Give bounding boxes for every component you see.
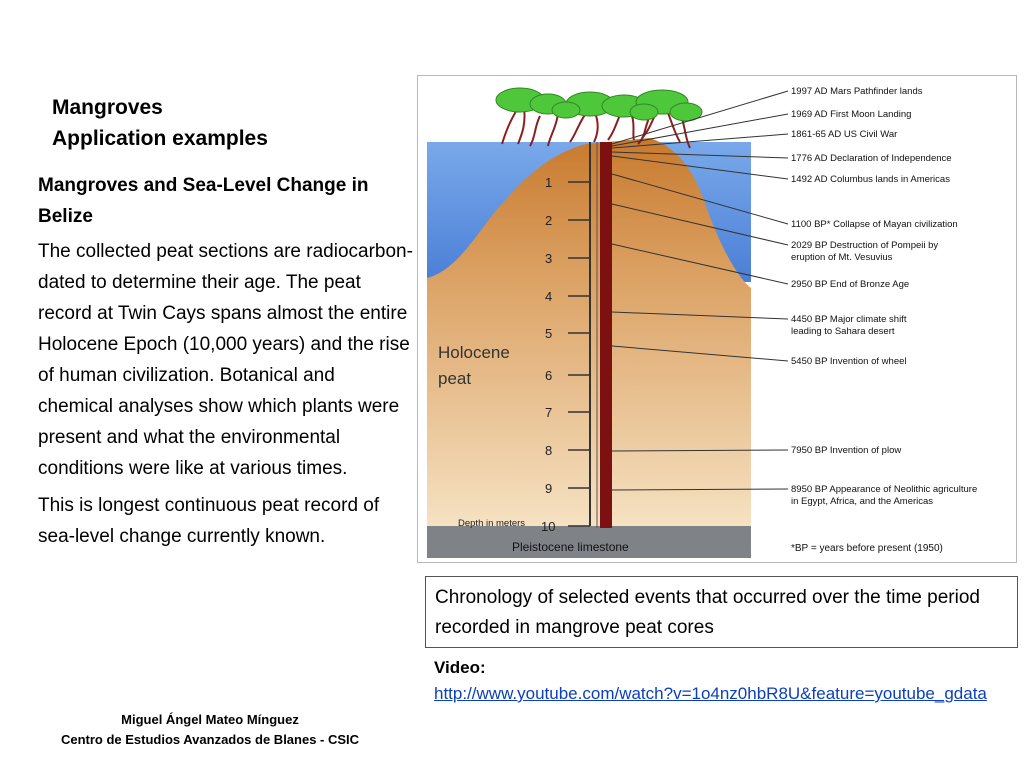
event-label-continued: leading to Sahara desert [791, 326, 895, 337]
depth-tick-label: 9 [545, 481, 553, 496]
author-name: Miguel Ángel Mateo Mínguez [121, 712, 299, 727]
institution-name: Centro de Estudios Avanzados de Blanes - CSIC [60, 732, 360, 747]
title-line-1: Mangroves [52, 96, 163, 119]
video-section [434, 655, 1024, 707]
section-subtitle: Mangroves and Sea-Level Change in Belize [38, 175, 369, 227]
depth-tick-label: 1 [545, 175, 553, 190]
event-label: 1776 AD Declaration of Independence [791, 153, 952, 164]
paragraph-1: The collected peat sections are radiocarbon-dated to determine their age. The peat record at Twin Cays spans almost the entire Holocene Epoch (10,000 years) and the rise of human civilization. Botanical and chemical analyses show which plants were present and what the environmental conditions were like at various times. [38, 241, 413, 479]
depth-label: Depth in meters [458, 518, 526, 529]
depth-tick-label: 10 [541, 519, 556, 534]
event-label: 1997 AD Mars Pathfinder lands [791, 86, 923, 97]
depth-tick-label: 8 [545, 443, 553, 458]
holocene-label-line-1: Holocene [438, 343, 510, 362]
depth-tick-label: 3 [545, 251, 553, 266]
event-label: 2950 BP End of Bronze Age [791, 279, 910, 290]
figure-caption: Chronology of selected events that occurred over the time period recorded in mangrove peat cores [425, 576, 1018, 648]
depth-tick-label: 7 [545, 405, 553, 420]
holocene-label-line-2: peat [438, 369, 472, 388]
mangrove-canopy [496, 88, 702, 148]
limestone-label: Pleistocene limestone [512, 540, 629, 554]
event-label-continued: eruption of Mt. Vesuvius [791, 252, 893, 263]
slide-title [52, 92, 268, 154]
event-label: 2029 BP Destruction of Pompeii by [791, 240, 939, 251]
event-label-continued: in Egypt, Africa, and the Americas [791, 496, 934, 507]
depth-tick-label: 2 [545, 213, 553, 228]
event-label: 1100 BP* Collapse of Mayan civilization [791, 219, 958, 230]
peat-core-figure [417, 75, 1017, 563]
event-label: 1861-65 AD US Civil War [791, 129, 898, 140]
peat-core-diagram [418, 76, 1016, 562]
mangrove-leaves [496, 88, 702, 121]
video-link[interactable]: http://www.youtube.com/watch?v=1o4nz0hbR8U&feature=youtube_gdata [434, 684, 987, 703]
event-label: 5450 BP Invention of wheel [791, 356, 907, 367]
bp-footnote: *BP = years before present (1950) [791, 543, 943, 554]
video-label: Video: [434, 658, 486, 677]
title-line-2: Application examples [52, 127, 268, 150]
body-text [38, 170, 413, 558]
paragraph-2: This is longest continuous peat record of sea-level change currently known. [38, 495, 380, 547]
peat-core-sample [600, 142, 612, 528]
depth-tick-label: 6 [545, 368, 553, 383]
event-label: 7950 BP Invention of plow [791, 445, 902, 456]
event-label: 1492 AD Columbus lands in Americas [791, 174, 950, 185]
event-label: 4450 BP Major climate shift [791, 314, 907, 325]
depth-tick-label: 5 [545, 326, 553, 341]
credits [20, 710, 400, 750]
event-label: 1969 AD First Moon Landing [791, 109, 912, 120]
event-label: 8950 BP Appearance of Neolithic agriculture [791, 484, 978, 495]
depth-tick-label: 4 [545, 289, 553, 304]
